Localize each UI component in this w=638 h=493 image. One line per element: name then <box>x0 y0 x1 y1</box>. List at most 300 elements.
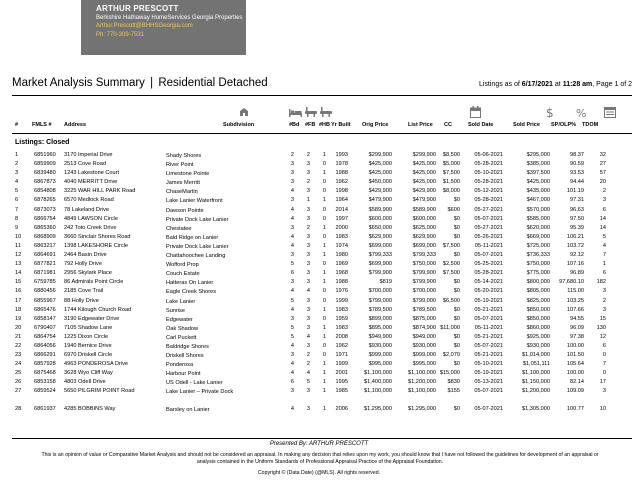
row-number: 27 <box>15 388 22 395</box>
listings-page: , Page 1 of 2 <box>592 81 632 88</box>
full-baths: 5 <box>306 379 310 386</box>
fmls-number: 6851960 <box>34 152 56 158</box>
sold-price: $467,000 <box>526 197 550 204</box>
year-built: 1995 <box>335 379 348 386</box>
orig-price: $299,900 <box>368 152 392 158</box>
sold-date: 05-07-2021 <box>474 406 503 413</box>
sold-price: $736,333 <box>526 252 550 259</box>
half-baths: 1 <box>322 242 326 249</box>
sp-olp-pct: 97.31 <box>570 197 584 204</box>
sold-price: $425,000 <box>526 179 550 186</box>
half-baths: 1 <box>322 379 326 386</box>
address: 3225 WAR HILL PARK Road <box>64 188 136 195</box>
row-number: 14 <box>15 270 22 277</box>
full-baths: 3 <box>306 324 310 331</box>
orig-price: $819 <box>379 279 392 286</box>
title-rule <box>12 95 632 96</box>
year-built: 1999 <box>335 361 348 368</box>
subdivision: Private Dock Lake Lanier <box>166 216 229 223</box>
subdivision: Couch Estate <box>166 271 200 278</box>
subdivision: Sunrise <box>166 307 185 314</box>
address: 792 Holly Drive <box>64 261 102 268</box>
bedrooms: 4 <box>290 342 294 349</box>
fmls-number: 6865360 <box>34 224 56 231</box>
disclaimer: This is an opinion of value or Comparative Market Analysis and should not be considered an appraisal. In making any decision that relies upon my work, you should know that I have not followed the guidelines for development of an appraisal or analysis contained in the Uniform Standards of Professional Appraisal Practice of the Appraisal Foundation. <box>41 452 599 465</box>
sp-olp-pct: 107.16 <box>566 261 584 268</box>
sp-olp-pct: 103.25 <box>566 297 584 304</box>
table-row <box>0 352 638 361</box>
half-baths: 0 <box>322 261 326 268</box>
col-sp-olp: SP/OLP% <box>551 122 577 128</box>
percent-icon <box>576 106 587 118</box>
sp-olp-pct: 100.00 <box>566 370 584 377</box>
agent-name: ARTHUR PRESCOTT <box>96 4 179 13</box>
orig-price: $1,100,000 <box>364 370 392 377</box>
sold-price: $385,000 <box>526 161 550 168</box>
address: 2185 Cove Trail <box>64 288 104 295</box>
tdom: 15 <box>599 315 606 322</box>
table-row <box>0 243 638 252</box>
closing-cost: $2,070 <box>442 352 460 359</box>
sold-date: 05-28-2021 <box>474 179 503 186</box>
subdivision: Driskell Shores <box>166 353 204 360</box>
col-orig-price: Orig Price <box>362 122 389 128</box>
half-baths: 0 <box>322 215 326 222</box>
fmls-number: 6839480 <box>34 170 56 177</box>
sp-olp-pct: 96.63 <box>570 206 584 213</box>
row-number: 12 <box>15 252 22 259</box>
year-built: 1974 <box>335 242 348 249</box>
col-bd: #Bd <box>289 122 300 128</box>
half-baths: 1 <box>322 388 326 395</box>
year-built: 1985 <box>335 388 348 395</box>
row-number: 18 <box>15 306 22 313</box>
sold-date: 05-25-2021 <box>474 261 503 268</box>
col-address: Address <box>64 122 87 128</box>
table-row <box>0 216 638 225</box>
orig-price: $700,000 <box>368 288 392 295</box>
year-built: 1962 <box>335 342 348 349</box>
address: 4803 Odell Drive <box>64 379 106 386</box>
subdivision: US Odell - Lake Lanier <box>166 380 223 387</box>
list-price: $625,000 <box>412 224 436 231</box>
sp-olp-pct: 95.39 <box>570 224 584 231</box>
bedrooms: 4 <box>290 361 294 368</box>
bedrooms: 2 <box>290 152 294 158</box>
closing-cost: $0 <box>453 406 460 413</box>
list-price: $479,900 <box>412 197 436 204</box>
orig-price: $899,000 <box>368 315 392 322</box>
half-baths: 1 <box>322 406 326 413</box>
orig-price: $789,500 <box>368 306 392 313</box>
fmls-number: 6864691 <box>34 252 56 259</box>
sp-olp-pct: 100.00 <box>566 342 584 349</box>
listings-prefix: Listings as of <box>478 81 520 88</box>
sold-date: 05-26-2021 <box>474 233 503 240</box>
tdom: 3 <box>602 288 606 295</box>
tdom: 20 <box>599 179 606 186</box>
row-number: 22 <box>15 342 22 349</box>
address: 7105 Shadow Lane <box>64 324 113 331</box>
subdivision: Carl Puckett <box>166 334 197 341</box>
subdivision: River Point <box>166 162 194 169</box>
row-number: 7 <box>15 206 19 213</box>
bedrooms: 3 <box>290 224 294 231</box>
orig-price: $589,900 <box>368 206 392 213</box>
table-row <box>0 161 638 170</box>
subdivision: Chestatee <box>166 225 192 232</box>
fmls-number: 6864754 <box>34 333 56 340</box>
tdom: 3 <box>602 197 606 204</box>
sold-price: $825,000 <box>526 297 550 304</box>
bedrooms: 3 <box>290 352 294 359</box>
year-built: 2014 <box>335 206 348 213</box>
sp-olp-pct: 94.55 <box>570 315 584 322</box>
sp-olp-pct: 105.64 <box>566 361 584 368</box>
tdom: 57 <box>599 170 606 177</box>
table-row <box>0 370 638 379</box>
sold-date: 05-21-2021 <box>474 306 503 313</box>
sold-price: $669,000 <box>526 233 550 240</box>
closing-cost: $0 <box>453 306 460 313</box>
year-built: 1983 <box>335 233 348 240</box>
orig-price: $1,400,000 <box>364 379 392 386</box>
list-price: $425,000 <box>412 170 436 177</box>
bedrooms: 3 <box>290 197 294 204</box>
agent-company: Berkshire Hathaway HomeServices Georgia Properties <box>96 15 243 21</box>
bedrooms: 5 <box>290 297 294 304</box>
tdom: 32 <box>599 152 606 158</box>
fmls-number: 6871981 <box>34 270 56 277</box>
col-fmls: FMLS # <box>32 122 52 128</box>
sold-price: $930,000 <box>526 342 550 349</box>
col-sold-price: Sold Price <box>513 122 540 128</box>
table-row <box>0 388 638 406</box>
bedrooms: 5 <box>290 333 294 340</box>
col-yr-built: Yr Built <box>331 122 351 128</box>
row-number: 10 <box>15 233 22 240</box>
half-baths: 0 <box>322 297 326 304</box>
list-price: $589,900 <box>412 206 436 213</box>
sold-date: 05-12-2021 <box>474 188 503 195</box>
table-row <box>0 288 638 297</box>
sp-olp-pct: 90.59 <box>570 161 584 168</box>
sold-date: 05-21-2021 <box>474 333 503 340</box>
year-built: 1962 <box>335 179 348 186</box>
fmls-number: 6858147 <box>34 315 56 322</box>
address: 3190 Edgewater Drive <box>64 315 120 322</box>
listings-date: 6/17/2021 <box>521 81 553 88</box>
closing-cost: $0 <box>453 233 460 240</box>
address: 2464 Basin Drive <box>64 252 107 259</box>
address: 2956 Skylark Place <box>64 270 112 277</box>
row-number: 1 <box>15 152 19 158</box>
sold-price: $1,100,000 <box>522 370 550 377</box>
year-built: 1971 <box>335 352 348 359</box>
closing-cost: $0 <box>453 342 460 349</box>
full-baths: 3 <box>306 261 310 268</box>
table-row <box>0 325 638 334</box>
list-price: $1,100,000 <box>408 388 436 395</box>
orig-price: $429,900 <box>368 188 392 195</box>
full-baths: 3 <box>306 161 310 168</box>
row-number: 3 <box>15 170 19 177</box>
title-separator: | <box>150 77 154 89</box>
row-number: 28 <box>15 406 22 413</box>
bedrooms: 5 <box>290 261 294 268</box>
closing-cost: $5,000 <box>442 161 460 168</box>
header-rule <box>12 133 632 134</box>
row-number: 9 <box>15 224 19 231</box>
sold-date: 05-06-2021 <box>474 152 503 158</box>
full-baths: 3 <box>306 215 310 222</box>
bedrooms: 4 <box>290 306 294 313</box>
listings-info <box>479 81 632 88</box>
fmls-number: 6759785 <box>34 279 56 286</box>
sold-date: 05-20-2021 <box>474 288 503 295</box>
fmls-number: 6866754 <box>34 215 56 222</box>
address: 1744 Kilough Church Road <box>64 306 132 313</box>
bedrooms: 3 <box>290 179 294 186</box>
fmls-number: 6880456 <box>34 288 56 295</box>
dollar-icon <box>545 106 555 118</box>
col-sold-date: Sold Date <box>468 122 494 128</box>
fmls-number: 6790407 <box>34 324 56 331</box>
half-baths: 1 <box>322 197 326 204</box>
year-built: 1997 <box>335 215 348 222</box>
sp-olp-pct: 115.00 <box>567 288 584 295</box>
year-built: 1976 <box>335 288 348 295</box>
subdivision-icon <box>238 106 250 118</box>
full-baths: 2 <box>306 352 310 359</box>
agent-email[interactable]: Arthur.Prescott@BHHSGeorgia.com <box>96 23 193 29</box>
calendar-icon <box>470 106 481 118</box>
sold-date: 05-07-2021 <box>474 315 503 322</box>
half-bath-icon <box>320 107 332 117</box>
sold-price: $1,150,000 <box>522 379 550 386</box>
list-price: $874,900 <box>412 324 436 331</box>
sp-olp-pct: 97,680.10 <box>559 279 584 286</box>
tdom: 5 <box>602 233 606 240</box>
sold-date: 05-11-2021 <box>474 242 503 249</box>
full-baths: 3 <box>306 170 310 177</box>
subdivision: Baldridge Shores <box>166 343 209 350</box>
half-baths: 1 <box>322 279 326 286</box>
full-baths: 3 <box>306 306 310 313</box>
fmls-number: 6859524 <box>34 388 56 395</box>
half-baths: 1 <box>322 252 326 259</box>
table-row <box>0 334 638 343</box>
fmls-number: 6864056 <box>34 342 56 349</box>
tdom: 12 <box>599 333 606 340</box>
list-price: $629,900 <box>412 233 436 240</box>
fmls-number: 6861937 <box>34 406 56 413</box>
footer-rule <box>12 438 632 439</box>
list-price: $425,000 <box>412 161 436 168</box>
orig-price: $799,000 <box>368 297 392 304</box>
table-row <box>0 207 638 216</box>
year-built: 1968 <box>335 270 348 277</box>
bedrooms: 3 <box>290 279 294 286</box>
orig-price: $949,900 <box>368 333 392 340</box>
sold-price: $435,000 <box>526 188 550 195</box>
full-baths: 3 <box>306 242 310 249</box>
sold-price: $570,000 <box>526 206 550 213</box>
half-baths: 0 <box>322 233 326 240</box>
sp-olp-pct: 94.44 <box>570 179 584 186</box>
agent-phone: Ph: 770-309-7531 <box>96 32 145 38</box>
sold-date: 05-07-2021 <box>474 252 503 259</box>
closing-cost: $7,500 <box>442 270 460 277</box>
sold-price: $397,500 <box>526 170 550 177</box>
full-baths: 3 <box>306 252 310 259</box>
table-row <box>0 379 638 388</box>
section-label: Listings: Closed <box>15 139 70 146</box>
col-tdom: TDOM <box>582 122 599 128</box>
tdom: 0 <box>602 352 606 359</box>
address: 88 Holly Drive <box>64 297 99 304</box>
sp-olp-pct: 97.50 <box>570 215 584 222</box>
fmls-number: 6868909 <box>34 233 56 240</box>
tdom: 1 <box>602 261 606 268</box>
sold-price: $850,000 <box>526 315 550 322</box>
sold-date: 05-21-2021 <box>474 352 503 359</box>
half-baths: 1 <box>322 170 326 177</box>
bedrooms: 4 <box>290 288 294 295</box>
year-built: 1969 <box>335 261 348 268</box>
subdivision: Wofford Prop <box>166 262 199 269</box>
row-number: 23 <box>15 352 22 359</box>
row-number: 24 <box>15 361 22 368</box>
full-baths: 2 <box>306 361 310 368</box>
full-baths: 2 <box>306 179 310 186</box>
sp-olp-pct: 97.38 <box>570 333 584 340</box>
listings-time: 11:28 am <box>562 81 593 88</box>
fmls-number: 6863217 <box>34 242 56 249</box>
orig-price: $699,000 <box>368 242 392 249</box>
year-built: 2008 <box>335 333 348 340</box>
full-baths: 3 <box>306 297 310 304</box>
half-baths: 0 <box>322 161 326 168</box>
tdom: 6 <box>602 206 606 213</box>
bed-icon <box>289 108 302 117</box>
bedrooms: 3 <box>290 252 294 259</box>
full-baths: 3 <box>306 388 310 395</box>
sp-olp-pct: 107.66 <box>566 306 584 313</box>
closing-cost: $0 <box>453 252 460 259</box>
year-built: 1980 <box>335 252 348 259</box>
sp-olp-pct: 98.37 <box>570 152 584 158</box>
col-cc: CC <box>444 122 452 128</box>
full-baths: 3 <box>306 279 310 286</box>
copyright: Copyright © (Data Date) (@MLS). All rights reserved. <box>257 470 381 476</box>
sold-price: $750,000 <box>526 261 550 268</box>
full-baths: 4 <box>306 370 310 377</box>
days-on-market-icon <box>604 106 616 118</box>
list-price: $995,000 <box>412 361 436 368</box>
table-row <box>0 406 638 415</box>
table-row <box>0 152 638 161</box>
bedrooms: 3 <box>290 388 294 395</box>
list-price: $1,100,000 <box>408 370 436 377</box>
orig-price: $450,000 <box>368 179 392 186</box>
orig-price: $629,900 <box>368 233 392 240</box>
row-number: 6 <box>15 197 19 204</box>
sold-date: 05-14-2021 <box>474 279 503 286</box>
list-price: $1,200,000 <box>408 379 436 386</box>
full-baths: 1 <box>306 197 310 204</box>
report-subtitle: Residential Detached <box>158 77 268 89</box>
year-built: 2001 <box>335 370 348 377</box>
list-price: $789,500 <box>412 306 436 313</box>
closing-cost: $1,500 <box>442 179 460 186</box>
table-row <box>0 197 638 206</box>
closing-cost: $6,500 <box>442 297 460 304</box>
svg-text:$: $ <box>546 106 554 118</box>
address: 242 Toto Creek Drive <box>64 224 117 231</box>
table-row <box>0 343 638 352</box>
half-baths: 1 <box>322 333 326 340</box>
fmls-number: 6854808 <box>34 188 56 195</box>
orig-price: $1,100,000 <box>364 388 392 395</box>
tdom: 27 <box>599 161 606 168</box>
orig-price: $1,295,000 <box>364 406 392 413</box>
column-headers <box>0 122 638 131</box>
sold-price: $850,000 <box>526 306 550 313</box>
col-subdivision: Subdivision <box>223 122 255 128</box>
half-baths: 1 <box>322 361 326 368</box>
fmls-number: 6859909 <box>34 161 56 168</box>
closing-cost: $0 <box>453 315 460 322</box>
orig-price: $895,000 <box>368 324 392 331</box>
table-row <box>0 307 638 316</box>
row-number: 20 <box>15 324 22 331</box>
table-row <box>0 252 638 261</box>
sold-price: $925,000 <box>526 333 550 340</box>
row-number: 11 <box>15 242 21 249</box>
table-row <box>0 361 638 370</box>
list-price: $429,900 <box>412 188 436 195</box>
subdivision: Bald Ridge on Lanier <box>166 234 219 241</box>
tdom: 3 <box>602 388 606 395</box>
orig-price: $600,000 <box>368 215 392 222</box>
tdom: 10 <box>599 406 606 413</box>
sold-date: 05-28-2021 <box>474 270 503 277</box>
address: 3170 Imperial Drive <box>64 152 113 158</box>
closing-cost: $600 <box>447 206 460 213</box>
full-baths: 3 <box>306 315 310 322</box>
table-row <box>0 188 638 197</box>
tdom: 14 <box>599 215 606 222</box>
subdivision: Eagle Creek Shores <box>166 289 217 296</box>
row-number: 8 <box>15 215 19 222</box>
table-row <box>0 298 638 307</box>
sp-olp-pct: 101.50 <box>566 352 584 359</box>
tdom: 0 <box>602 370 606 377</box>
list-price: $930,000 <box>412 342 436 349</box>
orig-price: $930,000 <box>368 342 392 349</box>
tdom: 6 <box>602 270 606 277</box>
fmls-number: 6853158 <box>34 379 56 386</box>
half-baths: 0 <box>322 288 326 295</box>
fmls-number: 6866291 <box>34 352 56 359</box>
full-baths: 3 <box>306 206 310 213</box>
closing-cost: $8,000 <box>442 188 460 195</box>
bedrooms: 4 <box>290 233 294 240</box>
table-row <box>0 170 638 179</box>
col-fb: #FB <box>305 122 316 128</box>
full-baths: 3 <box>306 270 310 277</box>
